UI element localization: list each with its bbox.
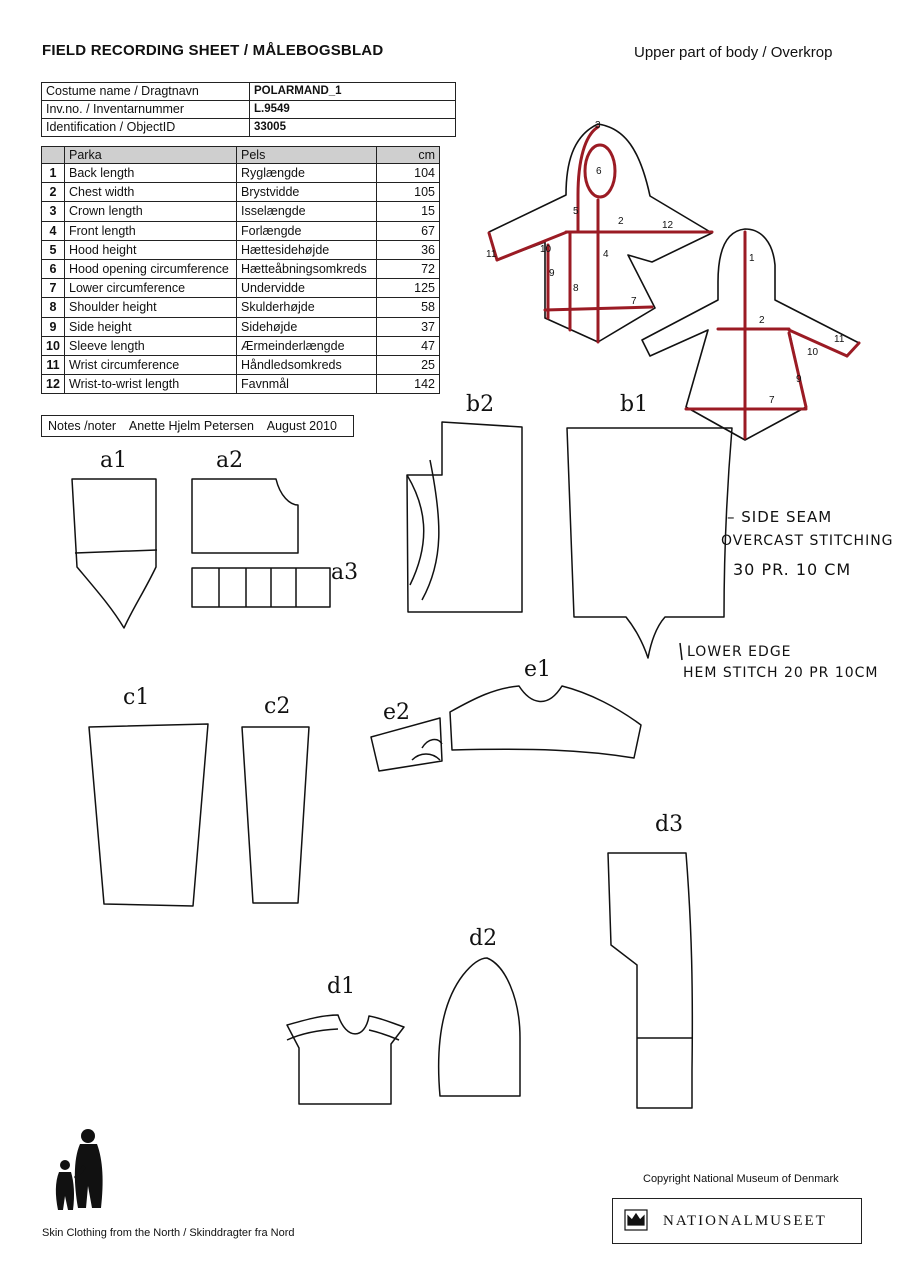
piece-label-c1: c1 xyxy=(123,685,150,710)
front-number-8: 8 xyxy=(573,283,579,294)
piece-a2-outline xyxy=(192,479,298,553)
front-number-5: 5 xyxy=(573,206,579,217)
piece-e1-outline xyxy=(450,686,641,758)
inventory-label: Inv.no. / Inventarnummer xyxy=(42,101,250,119)
measurement-value-cm: 37 xyxy=(377,317,440,336)
piece-d3-outline xyxy=(608,853,692,1108)
piece-a1-outline xyxy=(72,479,156,628)
measurement-number: 11 xyxy=(42,355,65,374)
measurement-name-en: Sleeve length xyxy=(65,336,237,355)
piece-label-b2: b2 xyxy=(466,392,495,417)
measurement-name-da: Skulderhøjde xyxy=(237,298,377,317)
skin-clothing-figures-logo xyxy=(56,1129,103,1210)
side-seam-note-line2: OVERCAST STITCHING xyxy=(721,533,894,549)
measurement-name-da: Ærmeinderlængde xyxy=(237,336,377,355)
front-number-2: 2 xyxy=(618,216,624,227)
measurement-name-en: Crown length xyxy=(65,202,237,221)
hood-height-line xyxy=(578,127,598,230)
measurement-number: 12 xyxy=(42,375,65,394)
measurement-value-cm: 15 xyxy=(377,202,440,221)
sheet-title: FIELD RECORDING SHEET / MÅLEBOGSBLAD xyxy=(42,42,384,59)
nationalmuseet-logo-box xyxy=(612,1198,862,1244)
measurement-name-en: Hood height xyxy=(65,240,237,259)
front-number-12: 12 xyxy=(662,220,674,231)
header-pels: Pels xyxy=(237,147,377,164)
back-number-10: 10 xyxy=(807,347,819,358)
side-seam-note-line1: – SIDE SEAM xyxy=(727,508,833,526)
piece-label-d3: d3 xyxy=(655,812,684,837)
measurement-name-en: Chest width xyxy=(65,183,237,202)
project-name: Skin Clothing from the North / Skinddragter fra Nord xyxy=(42,1227,295,1239)
measurement-name-en: Hood opening circumference xyxy=(65,259,237,278)
measurement-number: 5 xyxy=(42,240,65,259)
museum-name: NATIONALMUSEET xyxy=(663,1213,827,1229)
costume-name-label: Costume name / Dragtnavn xyxy=(42,83,250,101)
lower-front-line xyxy=(545,307,652,310)
measurement-number: 7 xyxy=(42,279,65,298)
piece-c1-outline xyxy=(89,724,208,906)
piece-d1-outline xyxy=(287,1015,404,1104)
piece-label-b1: b1 xyxy=(620,392,649,417)
measurement-value-cm: 125 xyxy=(377,279,440,298)
measurement-name-en: Wrist-to-wrist length xyxy=(65,375,237,394)
lower-edge-note-line1: LOWER EDGE xyxy=(687,644,792,660)
back-number-9: 9 xyxy=(796,374,802,385)
measurement-name-en: Side height xyxy=(65,317,237,336)
measurement-value-cm: 25 xyxy=(377,355,440,374)
measurement-value-cm: 72 xyxy=(377,259,440,278)
back-number-11: 11 xyxy=(834,334,845,345)
piece-e2-outline xyxy=(371,718,442,771)
back-number-1: 1 xyxy=(749,253,755,264)
measurement-number: 3 xyxy=(42,202,65,221)
piece-b2-outline xyxy=(407,422,522,612)
header-unit: cm xyxy=(377,147,440,164)
measurement-name-da: Isselængde xyxy=(237,202,377,221)
piece-label-a1: a1 xyxy=(100,448,128,473)
back-number-2: 2 xyxy=(759,315,765,326)
measurement-value-cm: 142 xyxy=(377,375,440,394)
front-number-9: 9 xyxy=(549,268,555,279)
piece-e2-inner xyxy=(412,739,442,760)
measurement-value-cm: 36 xyxy=(377,240,440,259)
measurement-value-cm: 58 xyxy=(377,298,440,317)
measurement-name-da: Sidehøjde xyxy=(237,317,377,336)
piece-a3-outline xyxy=(192,568,330,607)
costume-name-value: POLARMAND_1 xyxy=(250,83,456,101)
measurement-name-da: Forlængde xyxy=(237,221,377,240)
measurement-name-en: Lower circumference xyxy=(65,279,237,298)
notes-date: August 2010 xyxy=(266,419,337,433)
wrist-back-line xyxy=(847,343,859,356)
notes-author: Anette Hjelm Petersen xyxy=(128,419,254,433)
piece-label-e1: e1 xyxy=(524,657,552,682)
object-id-label: Identification / ObjectID xyxy=(42,119,250,137)
measurement-number: 4 xyxy=(42,221,65,240)
measurement-number: 10 xyxy=(42,336,65,355)
lower-edge-note-line2: HEM STITCH 20 PR 10CM xyxy=(683,665,879,681)
measurement-name-da: Undervidde xyxy=(237,279,377,298)
front-number-4: 4 xyxy=(603,249,609,260)
front-number-7: 7 xyxy=(631,296,637,307)
copyright-text: Copyright National Museum of Denmark xyxy=(643,1173,839,1185)
measurement-name-da: Hætteåbningsomkreds xyxy=(237,259,377,278)
piece-label-a3: a3 xyxy=(331,560,359,585)
object-id-value: 33005 xyxy=(250,119,456,137)
front-number-3: 3 xyxy=(595,120,601,131)
measurement-name-da: Håndledsomkreds xyxy=(237,355,377,374)
measurement-number: 2 xyxy=(42,183,65,202)
piece-d1-seam xyxy=(287,1029,399,1040)
measurement-name-da: Favnmål xyxy=(237,375,377,394)
piece-label-d2: d2 xyxy=(469,926,498,951)
piece-a1-seam xyxy=(75,550,157,553)
measurement-value-cm: 105 xyxy=(377,183,440,202)
measurement-name-en: Front length xyxy=(65,221,237,240)
front-number-6: 6 xyxy=(596,166,602,177)
piece-label-e2: e2 xyxy=(383,700,411,725)
piece-c2-outline xyxy=(242,727,309,903)
piece-b2-inner xyxy=(407,460,439,600)
measurement-name-da: Ryglængde xyxy=(237,164,377,183)
piece-label-a2: a2 xyxy=(216,448,244,473)
measurement-number: 9 xyxy=(42,317,65,336)
piece-d2-outline xyxy=(439,958,520,1096)
inventory-value: L.9549 xyxy=(250,101,456,119)
measurement-name-en: Wrist circumference xyxy=(65,355,237,374)
measurement-value-cm: 104 xyxy=(377,164,440,183)
piece-label-c2: c2 xyxy=(264,694,291,719)
piece-a3-divisions xyxy=(219,568,296,607)
side-height-back-line xyxy=(789,333,806,407)
front-number-10: 10 xyxy=(540,244,552,255)
measurement-number: 8 xyxy=(42,298,65,317)
measurement-value-cm: 47 xyxy=(377,336,440,355)
piece-b1-outline xyxy=(567,428,732,658)
notes-label: Notes /noter xyxy=(48,419,117,433)
hem-note-tick xyxy=(680,643,682,660)
side-seam-note-line3: 30 PR. 10 CM xyxy=(733,560,852,579)
measurement-value-cm: 67 xyxy=(377,221,440,240)
measurement-name-en: Back length xyxy=(65,164,237,183)
measurement-name-da: Brystvidde xyxy=(237,183,377,202)
measurement-number: 6 xyxy=(42,259,65,278)
sleeve-front-line xyxy=(497,232,567,260)
section-title: Upper part of body / Overkrop xyxy=(634,44,833,61)
measurement-name-en: Shoulder height xyxy=(65,298,237,317)
front-number-11: 11 xyxy=(486,249,497,260)
measurement-number: 1 xyxy=(42,164,65,183)
measurement-name-da: Hættesidehøjde xyxy=(237,240,377,259)
piece-label-d1: d1 xyxy=(327,974,356,999)
header-parka: Parka xyxy=(65,147,237,164)
back-number-7: 7 xyxy=(769,395,775,406)
